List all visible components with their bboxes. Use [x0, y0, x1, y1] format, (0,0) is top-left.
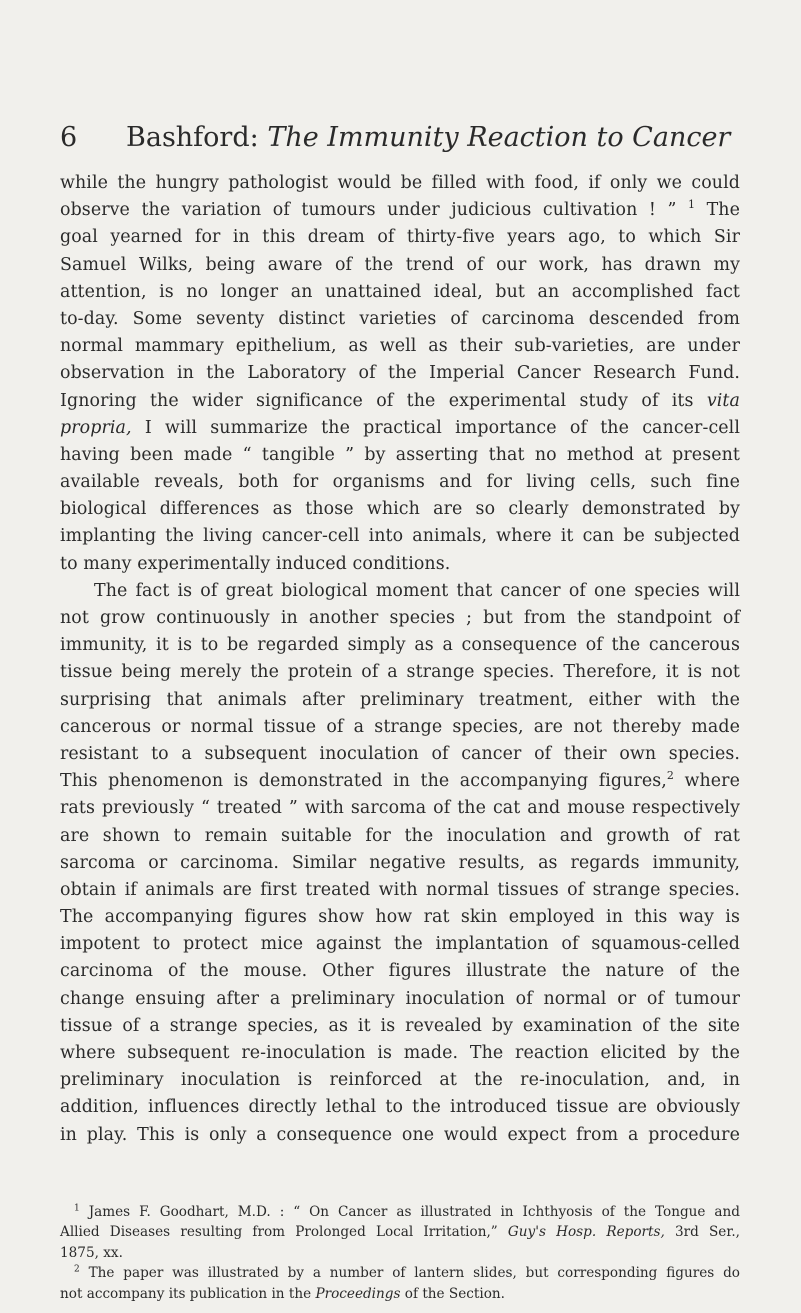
text-line [60, 768, 740, 795]
text-line [60, 360, 740, 387]
text-line [60, 1094, 740, 1121]
text-line [60, 1013, 740, 1040]
line-text: observation in the Laboratory of the Imperial Cancer Research Fund. [60, 363, 740, 384]
line-text: rats previously “ treated ” with sarcoma of the cat and mouse respectively [60, 798, 740, 819]
italic-text: Proceedings [315, 1285, 401, 1302]
text-line [60, 1067, 740, 1094]
line-text: This phenomenon is demonstrated in the accompanying figures, [60, 771, 667, 792]
line-text: implanting the living cancer-cell into animals, where it can be subjected [60, 526, 740, 547]
running-head [60, 120, 740, 156]
text-line [60, 551, 740, 578]
footnote-text: not accompany its publication in the [60, 1285, 316, 1302]
line-text: Samuel Wilks, being aware of the trend of our work, has drawn my [60, 254, 740, 275]
italic-text: propria, [60, 417, 132, 438]
line-text: preliminary inoculation is reinforced at the re-inoculation, and, in [60, 1070, 740, 1091]
text-line [60, 632, 740, 659]
footnote-mark: 1 [74, 1203, 80, 1214]
footnote-ref: 2 [666, 769, 675, 783]
text-line [60, 931, 740, 958]
footnote-text: The paper was illustrated by a number of lantern slides, but corresponding figures do [79, 1265, 740, 1282]
page-number: 6 [60, 122, 78, 153]
line-text: immunity, it is to be regarded simply as a consequence of the cancerous [60, 635, 740, 656]
line-text: to-day. Some seventy distinct varieties of carcinoma descended from [60, 308, 740, 329]
footnote-mark: 2 [74, 1264, 80, 1275]
body-text [60, 170, 740, 1149]
line-text: The accompanying figures show how rat skin employed in this way is [60, 907, 740, 928]
line-text: The [695, 200, 740, 221]
text-line [60, 170, 740, 197]
text-line [60, 388, 740, 415]
text-line [60, 496, 740, 523]
text-line [60, 333, 740, 360]
text-line [60, 415, 740, 442]
line-text: available reveals, both for organisms and for living cells, such fine [60, 472, 740, 493]
text-line [60, 442, 740, 469]
line-text: carcinoma of the mouse. Other figures illustrate the nature of the [60, 961, 740, 982]
text-line [60, 714, 740, 741]
running-head-title: The Immunity Reaction to Cancer [267, 122, 731, 153]
line-text: sarcoma or carcinoma. Similar negative results, as regards immunity, [60, 852, 740, 873]
text-line [60, 279, 740, 306]
line-text: attention, is no longer an unattained ideal, but an accomplished fact [60, 281, 740, 302]
line-text: I will summarize the practical importance of the cancer-cell [131, 417, 740, 438]
footnote-text: 3rd Ser., [664, 1224, 740, 1241]
text-line [60, 958, 740, 985]
line-text: where subsequent re-inoculation is made. The reaction elicited by the [60, 1043, 740, 1063]
line-text: are shown to remain suitable for the inoculation and growth of rat [60, 825, 740, 846]
footnote-line [60, 1263, 740, 1283]
line-text: obtain if animals are first treated with normal tissues of strange species. [60, 879, 740, 900]
italic-text: Guy's Hosp. Reports, [507, 1224, 665, 1241]
text-line [60, 469, 740, 496]
footnotes [60, 1202, 740, 1304]
text-line [60, 986, 740, 1013]
line-text: tissue being merely the protein of a strange species. Therefore, it is not [60, 662, 740, 683]
line-text: The fact is of great biological moment that cancer of one species will [94, 580, 740, 601]
text-line [60, 523, 740, 550]
footnote-line [60, 1243, 740, 1263]
footnote-line [60, 1284, 740, 1304]
footnote-line [60, 1202, 740, 1222]
text-line [60, 877, 740, 904]
text-line [60, 306, 740, 333]
footnote-text: of the Section. [400, 1285, 505, 1302]
line-text: impotent to protect mice against the implantation of squamous-celled [60, 934, 740, 955]
text-line [60, 1040, 740, 1067]
line-text: observe the variation of tumours under judicious cultivation ! ” [60, 200, 688, 221]
text-line [60, 197, 740, 224]
footnote-line [60, 1222, 740, 1242]
line-text: where [674, 771, 740, 792]
text-line [60, 850, 740, 877]
text-line [60, 1122, 740, 1149]
text-line [60, 224, 740, 251]
footnote-text: Allied Diseases resulting from Prolonged Local Irritation,” [60, 1224, 508, 1241]
running-head-author: Bashford: [126, 122, 259, 153]
italic-text: vita [706, 390, 740, 411]
line-text: normal mammary epithelium, as well as their sub-varieties, are under [60, 336, 740, 357]
line-text: tissue of a strange species, as it is revealed by examination of the site [60, 1015, 740, 1036]
footnote-text: 1875, xx. [60, 1244, 123, 1261]
text-line [60, 741, 740, 768]
footnote-text: James F. Goodhart, M.D. : “ On Cancer as illustrated in Ichthyosis of the Tongue and [79, 1204, 740, 1220]
line-text: cancerous or normal tissue of a strange species, are not thereby made [60, 716, 740, 737]
line-text: addition, influences directly lethal to the introduced tissue are obviously [60, 1097, 740, 1118]
line-text: Ignoring the wider significance of the experimental study of its [60, 390, 707, 411]
line-text: in play. This is only a consequence one would expect from a procedure [60, 1124, 740, 1145]
line-text: change ensuing after a preliminary inoculation of normal or of tumour [60, 988, 740, 1009]
line-text: to many experimentally induced conditions. [60, 553, 451, 574]
text-line [60, 795, 740, 822]
line-text: biological differences as those which are so clearly demonstrated by [60, 499, 740, 520]
line-text: goal yearned for in this dream of thirty-five years ago, to which Sir [60, 227, 740, 248]
text-line [60, 578, 740, 605]
line-text: while the hungry pathologist would be filled with food, if only we could [60, 173, 740, 193]
text-line [60, 605, 740, 632]
footnote-ref: 1 [688, 198, 696, 212]
text-line [60, 823, 740, 850]
text-line [60, 687, 740, 714]
text-line [60, 659, 740, 686]
line-text: surprising that animals after preliminary treatment, either with the [60, 689, 740, 710]
line-text: having been made “ tangible ” by asserting that no method at present [60, 444, 740, 465]
line-text: resistant to a subsequent inoculation of cancer of their own species. [60, 743, 740, 764]
text-line [60, 904, 740, 931]
line-text: not grow continuously in another species ; but from the standpoint of [60, 608, 740, 628]
text-line [60, 252, 740, 279]
